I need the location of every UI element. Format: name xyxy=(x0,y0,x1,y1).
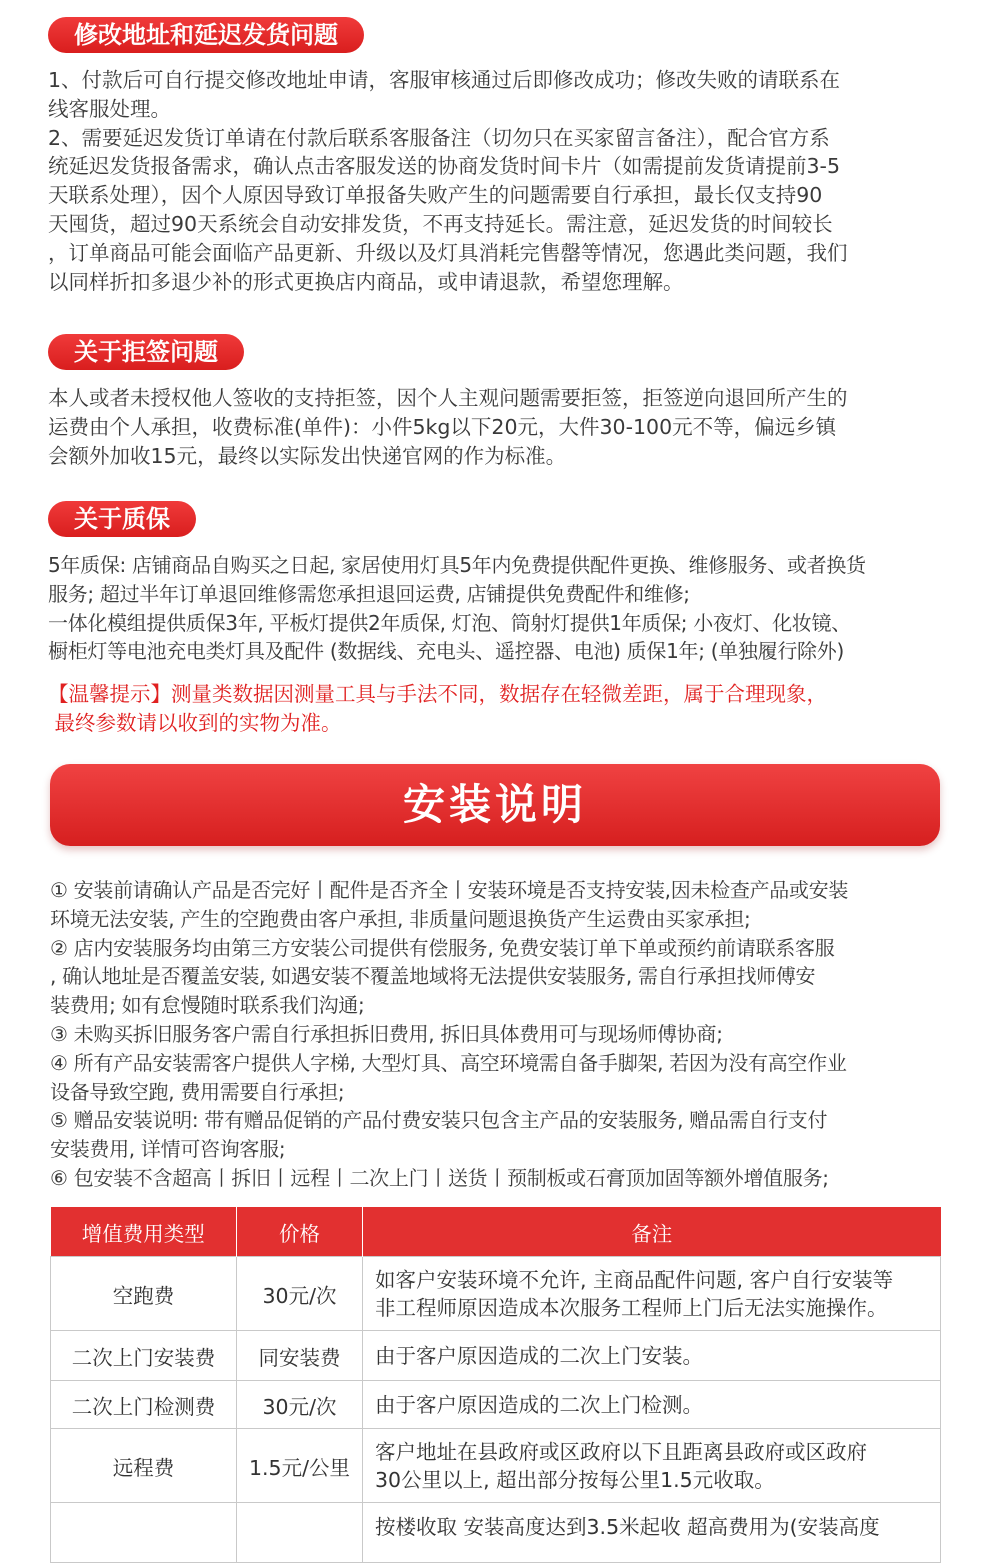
note-line: 30公里以上, 超出部分按每公里1.5元收取。 xyxy=(375,1467,775,1492)
table-header-row xyxy=(51,1207,941,1257)
text-line: 5年质保: 店铺商品自购买之日起, 家居使用灯具5年内免费提供配件更换、维修服务、或者换货 xyxy=(48,553,866,577)
text-line: 橱柜灯等电池充电类灯具及配件 (数据线、充电头、遥控器、电池) 质保1年; (单独履行除外) xyxy=(48,639,844,664)
fee-type: 空跑费 xyxy=(51,1257,237,1331)
text-line: 环境无法安装, 产生的空跑费由客户承担, 非质量问题退换货产生运费由买家承担; xyxy=(50,906,751,931)
table-row xyxy=(51,1331,941,1381)
text-line: 设备导致空跑, 费用需要自行承担; xyxy=(50,1079,345,1104)
fee-note xyxy=(363,1381,941,1429)
text-line: , 确认地址是否覆盖安装, 如遇安装不覆盖地域将无法提供安装服务, 需自行承担找师傅安 xyxy=(50,964,816,989)
tip-line: 【温馨提示】测量类数据因测量工具与手法不同，数据存在轻微差距，属于合理现象， xyxy=(48,682,827,706)
text-line: 以同样折扣多退少补的形式更换店内商品，或申请退款，希望您理解。 xyxy=(48,269,684,294)
fee-price: 30元/次 xyxy=(237,1381,363,1429)
text-line: ③ 未购买拆旧服务客户需自行承担拆旧费用, 拆旧具体费用可与现场师傅协商; xyxy=(50,1021,723,1046)
text-line: 1、付款后可自行提交修改地址申请，客服审核通过后即修改成功；修改失败的请联系在 xyxy=(48,68,841,92)
table-row xyxy=(51,1381,941,1429)
text-line: 线客服处理。 xyxy=(48,96,171,121)
note-line: 由于客户原因造成的二次上门检测。 xyxy=(375,1392,703,1417)
install-instructions xyxy=(50,876,950,1193)
text-line: ，订单商品可能会面临产品更新、升级以及灯具消耗完售罄等情况，您遇此类问题，我们 xyxy=(48,240,848,265)
fee-type: 二次上门检测费 xyxy=(51,1381,237,1429)
fee-note xyxy=(363,1331,941,1381)
header-price: 价格 xyxy=(237,1207,363,1257)
note-line: 按楼收取 安装高度达到3.5米起收 超高费用为(安装高度 xyxy=(375,1515,880,1539)
note-line: 由于客户原因造成的二次上门安装。 xyxy=(375,1343,703,1368)
fee-type: 远程费 xyxy=(51,1429,237,1503)
text-line: 天囤货，超过90天系统会自动安排发货，不再支持延长。需注意，延迟发货的时间较长 xyxy=(48,211,833,236)
text-line: 本人或者未授权他人签收的支持拒签，因个人主观问题需要拒签，拒签逆向退回所产生的 xyxy=(48,386,848,410)
reject-paragraph xyxy=(48,384,948,470)
fee-price: 30元/次 xyxy=(237,1257,363,1331)
table-row xyxy=(51,1429,941,1503)
text-line: ⑥ 包安装不含超高丨拆旧丨远程丨二次上门丨送货丨预制板或石膏顶加固等额外增值服务; xyxy=(50,1165,829,1190)
section-title-warranty: 关于质保 xyxy=(48,501,196,537)
warranty-paragraph xyxy=(48,551,948,666)
fee-price: 同安装费 xyxy=(237,1331,363,1381)
header-type: 增值费用类型 xyxy=(51,1207,237,1257)
fees-table xyxy=(50,1207,941,1563)
text-line: ⑤ 赠品安装说明: 带有赠品促销的产品付费安装只包含主产品的安装服务, 赠品需自行支付 xyxy=(50,1108,828,1133)
table-row xyxy=(51,1257,941,1331)
note-line: 客户地址在县政府或区政府以下且距离县政府或区政府 xyxy=(375,1439,867,1464)
text-line: 统延迟发货报备需求，确认点击客服发送的协商发货时间卡片（如需提前发货请提前3-5 xyxy=(48,154,840,179)
fee-type: 二次上门安装费 xyxy=(51,1331,237,1381)
fee-note xyxy=(363,1429,941,1503)
text-line: ④ 所有产品安装需客户提供人字梯, 大型灯具、高空环境需自备手脚架, 若因为没有高空作业 xyxy=(50,1050,847,1075)
text-line: 会额外加收15元，最终以实际发出快递官网的作为标准。 xyxy=(48,443,567,468)
section-title-address: 修改地址和延迟发货问题 xyxy=(48,17,364,53)
install-banner: 安装说明 xyxy=(50,764,940,846)
tip-line: 最终参数请以收到的实物为准。 xyxy=(48,710,342,735)
text-line: ② 店内安装服务均由第三方安装公司提供有偿服务, 免费安装订单下单或预约前请联系客服 xyxy=(50,935,835,960)
warm-tip xyxy=(48,680,948,738)
section-title-reject: 关于拒签问题 xyxy=(48,334,244,370)
text-line: ① 安装前请确认产品是否完好丨配件是否齐全丨安装环境是否支持安装,因未检查产品或安装 xyxy=(50,878,849,902)
fee-note xyxy=(363,1257,941,1331)
text-line: 服务; 超过半年订单退回维修需您承担退回运费, 店铺提供免费配件和维修; xyxy=(48,581,690,606)
text-line: 运费由个人承担，收费标准(单件)：小件5kg以下20元，大件30-100元不等，偏远乡镇 xyxy=(48,414,837,439)
address-paragraph xyxy=(48,66,948,296)
fee-price: 1.5元/公里 xyxy=(237,1429,363,1503)
note-line: 如客户安装环境不允许, 主商品配件问题, 客户自行安装等 xyxy=(375,1267,894,1292)
text-line: 安装费用, 详情可咨询客服; xyxy=(50,1137,286,1162)
text-line: 2、需要延迟发货订单请在付款后联系客服备注（切勿只在买家留言备注），配合官方系 xyxy=(48,125,830,150)
text-line: 装费用; 如有怠慢随时联系我们沟通; xyxy=(50,993,365,1018)
text-line: 一体化模组提供质保3年, 平板灯提供2年质保, 灯泡、筒射灯提供1年质保; 小夜灯、化妆镜、 xyxy=(48,610,851,635)
header-note: 备注 xyxy=(363,1207,941,1257)
note-line: 非工程师原因造成本次服务工程师上门后无法实施操作。 xyxy=(375,1295,888,1320)
text-line: 天联系处理），因个人原因导致订单报备失败产生的问题需要自行承担，最长仅支持90 xyxy=(48,183,823,208)
